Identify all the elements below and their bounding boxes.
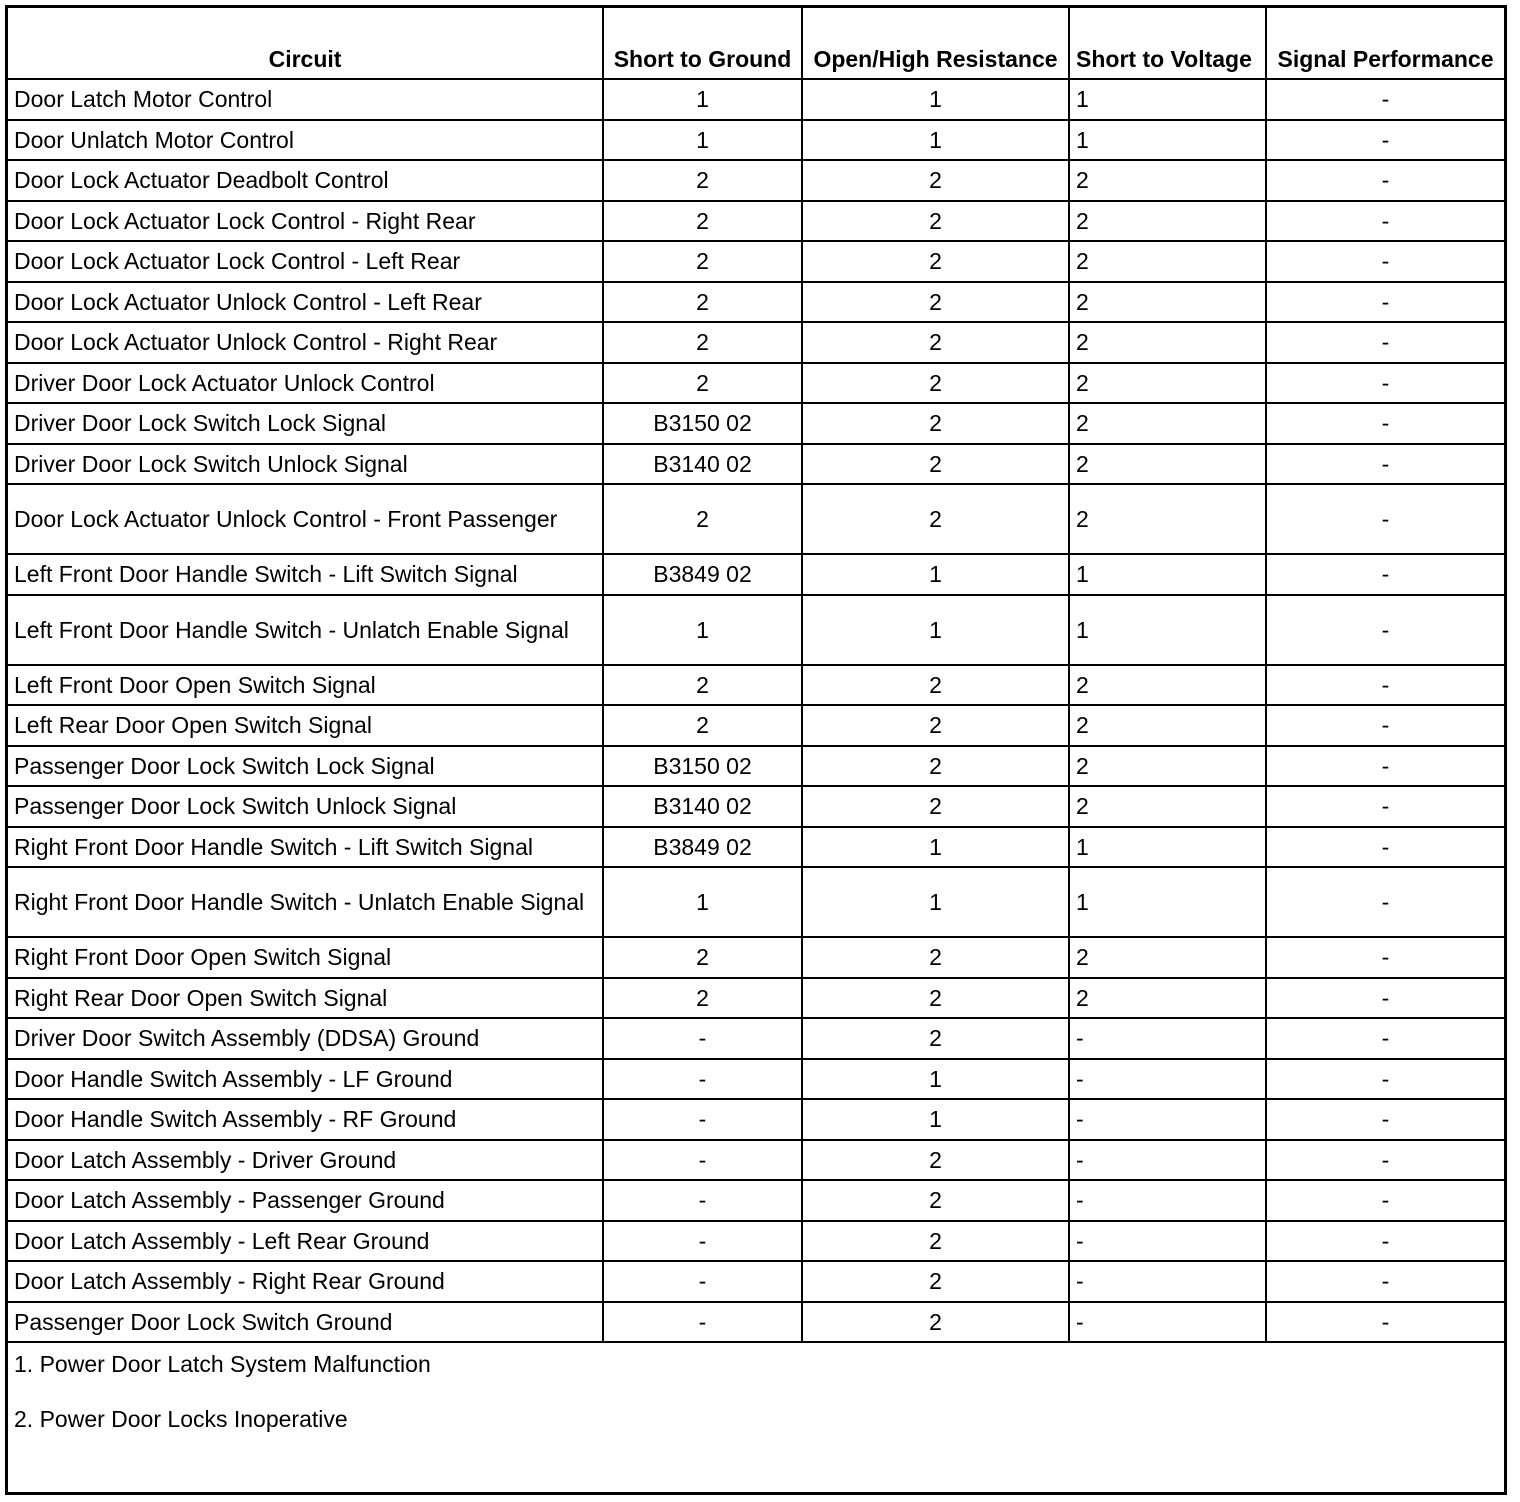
cell-open-high-resistance: 2 — [802, 484, 1069, 554]
cell-open-high-resistance: 2 — [802, 1140, 1069, 1181]
cell-short-to-ground: B3140 02 — [603, 786, 802, 827]
cell-circuit: Left Front Door Handle Switch - Lift Switch Signal — [8, 554, 603, 595]
header-short-to-voltage: Short to Voltage — [1069, 8, 1266, 79]
cell-signal-performance: - — [1266, 1221, 1504, 1262]
cell-signal-performance: - — [1266, 1180, 1504, 1221]
header-circuit: Circuit — [8, 8, 603, 79]
cell-signal-performance: - — [1266, 201, 1504, 242]
cell-open-high-resistance: 1 — [802, 120, 1069, 161]
cell-signal-performance: - — [1266, 241, 1504, 282]
cell-signal-performance: - — [1266, 120, 1504, 161]
cell-signal-performance: - — [1266, 665, 1504, 706]
cell-open-high-resistance: 2 — [802, 978, 1069, 1019]
table-row — [8, 322, 1504, 363]
table-row — [8, 120, 1504, 161]
cell-short-to-ground: B3140 02 — [603, 444, 802, 485]
cell-circuit: Right Rear Door Open Switch Signal — [8, 978, 603, 1019]
cell-short-to-ground: 1 — [603, 120, 802, 161]
cell-short-to-ground: 2 — [603, 363, 802, 404]
header-row — [8, 8, 1504, 79]
cell-short-to-voltage: 1 — [1069, 595, 1266, 665]
cell-open-high-resistance: 2 — [802, 705, 1069, 746]
table-row — [8, 444, 1504, 485]
cell-open-high-resistance: 2 — [802, 1302, 1069, 1343]
cell-short-to-ground: 2 — [603, 322, 802, 363]
cell-short-to-voltage: 2 — [1069, 282, 1266, 323]
cell-open-high-resistance: 2 — [802, 746, 1069, 787]
cell-short-to-voltage: - — [1069, 1302, 1266, 1343]
cell-open-high-resistance: 2 — [802, 282, 1069, 323]
cell-short-to-voltage: - — [1069, 1180, 1266, 1221]
cell-signal-performance: - — [1266, 282, 1504, 323]
cell-short-to-voltage: 1 — [1069, 867, 1266, 937]
cell-circuit: Driver Door Lock Switch Unlock Signal — [8, 444, 603, 485]
cell-circuit: Door Latch Assembly - Right Rear Ground — [8, 1261, 603, 1302]
cell-open-high-resistance: 2 — [802, 160, 1069, 201]
cell-signal-performance: - — [1266, 444, 1504, 485]
cell-short-to-ground: 2 — [603, 978, 802, 1019]
cell-short-to-ground: - — [603, 1099, 802, 1140]
cell-open-high-resistance: 1 — [802, 827, 1069, 868]
cell-signal-performance: - — [1266, 867, 1504, 937]
cell-signal-performance: - — [1266, 554, 1504, 595]
cell-circuit: Driver Door Lock Switch Lock Signal — [8, 403, 603, 444]
cell-short-to-ground: 2 — [603, 937, 802, 978]
cell-short-to-ground: B3849 02 — [603, 827, 802, 868]
note-2: 2. Power Door Locks Inoperative — [14, 1406, 348, 1432]
table-row — [8, 786, 1504, 827]
table-row — [8, 1059, 1504, 1100]
cell-short-to-ground: 2 — [603, 665, 802, 706]
table-row — [8, 160, 1504, 201]
cell-circuit: Door Lock Actuator Deadbolt Control — [8, 160, 603, 201]
cell-open-high-resistance: 1 — [802, 79, 1069, 120]
cell-open-high-resistance: 2 — [802, 1180, 1069, 1221]
cell-signal-performance: - — [1266, 1099, 1504, 1140]
table-body — [8, 79, 1504, 1342]
cell-short-to-voltage: - — [1069, 1261, 1266, 1302]
cell-signal-performance: - — [1266, 1302, 1504, 1343]
cell-circuit: Door Latch Assembly - Driver Ground — [8, 1140, 603, 1181]
cell-short-to-voltage: 1 — [1069, 554, 1266, 595]
cell-open-high-resistance: 2 — [802, 444, 1069, 485]
cell-circuit: Door Lock Actuator Unlock Control - Right Rear — [8, 322, 603, 363]
cell-short-to-voltage: 2 — [1069, 444, 1266, 485]
table-row — [8, 595, 1504, 665]
cell-circuit: Right Front Door Handle Switch - Lift Switch Signal — [8, 827, 603, 868]
cell-signal-performance: - — [1266, 363, 1504, 404]
cell-circuit: Right Front Door Open Switch Signal — [8, 937, 603, 978]
cell-signal-performance: - — [1266, 705, 1504, 746]
cell-short-to-voltage: 1 — [1069, 120, 1266, 161]
note-1: 1. Power Door Latch System Malfunction — [14, 1351, 431, 1377]
table-row — [8, 746, 1504, 787]
cell-signal-performance: - — [1266, 1018, 1504, 1059]
cell-short-to-ground: 1 — [603, 79, 802, 120]
cell-open-high-resistance: 2 — [802, 363, 1069, 404]
table-row — [8, 554, 1504, 595]
cell-short-to-ground: - — [603, 1059, 802, 1100]
cell-short-to-voltage: 2 — [1069, 786, 1266, 827]
cell-short-to-voltage: 2 — [1069, 363, 1266, 404]
cell-open-high-resistance: 2 — [802, 786, 1069, 827]
cell-signal-performance: - — [1266, 484, 1504, 554]
cell-short-to-voltage: - — [1069, 1221, 1266, 1262]
cell-short-to-voltage: - — [1069, 1018, 1266, 1059]
header-short-to-ground: Short to Ground — [603, 8, 802, 79]
cell-short-to-ground: - — [603, 1221, 802, 1262]
cell-short-to-voltage: 2 — [1069, 201, 1266, 242]
cell-short-to-ground: B3849 02 — [603, 554, 802, 595]
cell-signal-performance: - — [1266, 1140, 1504, 1181]
cell-circuit: Door Lock Actuator Unlock Control - Front Passenger — [8, 484, 603, 554]
cell-circuit: Passenger Door Lock Switch Unlock Signal — [8, 786, 603, 827]
cell-short-to-ground: B3150 02 — [603, 746, 802, 787]
cell-short-to-voltage: 1 — [1069, 827, 1266, 868]
cell-short-to-voltage: 2 — [1069, 978, 1266, 1019]
cell-open-high-resistance: 1 — [802, 1059, 1069, 1100]
cell-short-to-ground: 1 — [603, 595, 802, 665]
table-row — [8, 867, 1504, 937]
cell-circuit: Door Lock Actuator Lock Control - Left Rear — [8, 241, 603, 282]
table-row — [8, 1180, 1504, 1221]
cell-short-to-ground: 2 — [603, 282, 802, 323]
cell-open-high-resistance: 2 — [802, 241, 1069, 282]
cell-signal-performance: - — [1266, 79, 1504, 120]
cell-short-to-voltage: 1 — [1069, 79, 1266, 120]
cell-short-to-voltage: 2 — [1069, 484, 1266, 554]
cell-signal-performance: - — [1266, 937, 1504, 978]
table-row — [8, 201, 1504, 242]
cell-circuit: Driver Door Lock Actuator Unlock Control — [8, 363, 603, 404]
cell-short-to-ground: B3150 02 — [603, 403, 802, 444]
cell-circuit: Door Latch Assembly - Left Rear Ground — [8, 1221, 603, 1262]
cell-signal-performance: - — [1266, 403, 1504, 444]
notes-cell — [8, 1342, 1504, 1449]
circuit-table-frame — [5, 5, 1507, 1495]
table-row — [8, 705, 1504, 746]
cell-open-high-resistance: 2 — [802, 665, 1069, 706]
notes-row — [8, 1342, 1504, 1449]
cell-circuit: Left Front Door Handle Switch - Unlatch Enable Signal — [8, 595, 603, 665]
cell-short-to-voltage: 2 — [1069, 705, 1266, 746]
table-row — [8, 79, 1504, 120]
cell-short-to-ground: 2 — [603, 484, 802, 554]
cell-open-high-resistance: 2 — [802, 1221, 1069, 1262]
cell-short-to-voltage: 2 — [1069, 403, 1266, 444]
cell-open-high-resistance: 1 — [802, 867, 1069, 937]
cell-short-to-ground: - — [603, 1302, 802, 1343]
cell-open-high-resistance: 1 — [802, 595, 1069, 665]
cell-open-high-resistance: 2 — [802, 1261, 1069, 1302]
cell-signal-performance: - — [1266, 160, 1504, 201]
cell-short-to-ground: 2 — [603, 160, 802, 201]
cell-circuit: Door Latch Motor Control — [8, 79, 603, 120]
cell-circuit: Door Handle Switch Assembly - RF Ground — [8, 1099, 603, 1140]
table-row — [8, 827, 1504, 868]
cell-circuit: Right Front Door Handle Switch - Unlatch Enable Signal — [8, 867, 603, 937]
cell-short-to-voltage: - — [1069, 1099, 1266, 1140]
table-row — [8, 484, 1504, 554]
header-open-high-resistance: Open/High Resistance — [802, 8, 1069, 79]
table-row — [8, 282, 1504, 323]
table-row — [8, 937, 1504, 978]
cell-circuit: Passenger Door Lock Switch Lock Signal — [8, 746, 603, 787]
cell-short-to-ground: 2 — [603, 201, 802, 242]
header-signal-performance: Signal Performance — [1266, 8, 1504, 79]
cell-short-to-voltage: - — [1069, 1140, 1266, 1181]
table-row — [8, 403, 1504, 444]
cell-short-to-voltage: 2 — [1069, 322, 1266, 363]
cell-short-to-ground: - — [603, 1140, 802, 1181]
table-row — [8, 1018, 1504, 1059]
cell-signal-performance: - — [1266, 786, 1504, 827]
cell-open-high-resistance: 2 — [802, 1018, 1069, 1059]
cell-open-high-resistance: 1 — [802, 1099, 1069, 1140]
cell-short-to-voltage: - — [1069, 1059, 1266, 1100]
cell-circuit: Door Latch Assembly - Passenger Ground — [8, 1180, 603, 1221]
table-row — [8, 665, 1504, 706]
table-row — [8, 1261, 1504, 1302]
table-row — [8, 1140, 1504, 1181]
cell-signal-performance: - — [1266, 827, 1504, 868]
cell-circuit: Door Lock Actuator Unlock Control - Left Rear — [8, 282, 603, 323]
cell-short-to-voltage: 2 — [1069, 241, 1266, 282]
cell-circuit: Left Rear Door Open Switch Signal — [8, 705, 603, 746]
table-row — [8, 241, 1504, 282]
cell-short-to-ground: - — [603, 1180, 802, 1221]
cell-circuit: Door Lock Actuator Lock Control - Right Rear — [8, 201, 603, 242]
table-row — [8, 1099, 1504, 1140]
cell-short-to-ground: 1 — [603, 867, 802, 937]
cell-short-to-voltage: 2 — [1069, 746, 1266, 787]
cell-open-high-resistance: 1 — [802, 554, 1069, 595]
cell-signal-performance: - — [1266, 322, 1504, 363]
cell-short-to-ground: - — [603, 1261, 802, 1302]
table-row — [8, 978, 1504, 1019]
cell-open-high-resistance: 2 — [802, 201, 1069, 242]
cell-circuit: Left Front Door Open Switch Signal — [8, 665, 603, 706]
cell-circuit: Door Handle Switch Assembly - LF Ground — [8, 1059, 603, 1100]
cell-open-high-resistance: 2 — [802, 322, 1069, 363]
cell-signal-performance: - — [1266, 978, 1504, 1019]
table-row — [8, 1221, 1504, 1262]
table-row — [8, 1302, 1504, 1343]
cell-short-to-ground: 2 — [603, 241, 802, 282]
cell-short-to-ground: 2 — [603, 705, 802, 746]
cell-short-to-voltage: 2 — [1069, 160, 1266, 201]
cell-signal-performance: - — [1266, 1059, 1504, 1100]
circuit-fault-table — [8, 8, 1504, 1449]
cell-signal-performance: - — [1266, 746, 1504, 787]
cell-signal-performance: - — [1266, 595, 1504, 665]
cell-open-high-resistance: 2 — [802, 937, 1069, 978]
cell-signal-performance: - — [1266, 1261, 1504, 1302]
cell-open-high-resistance: 2 — [802, 403, 1069, 444]
cell-circuit: Driver Door Switch Assembly (DDSA) Ground — [8, 1018, 603, 1059]
cell-circuit: Passenger Door Lock Switch Ground — [8, 1302, 603, 1343]
cell-short-to-voltage: 2 — [1069, 937, 1266, 978]
cell-short-to-voltage: 2 — [1069, 665, 1266, 706]
cell-circuit: Door Unlatch Motor Control — [8, 120, 603, 161]
cell-short-to-ground: - — [603, 1018, 802, 1059]
table-row — [8, 363, 1504, 404]
